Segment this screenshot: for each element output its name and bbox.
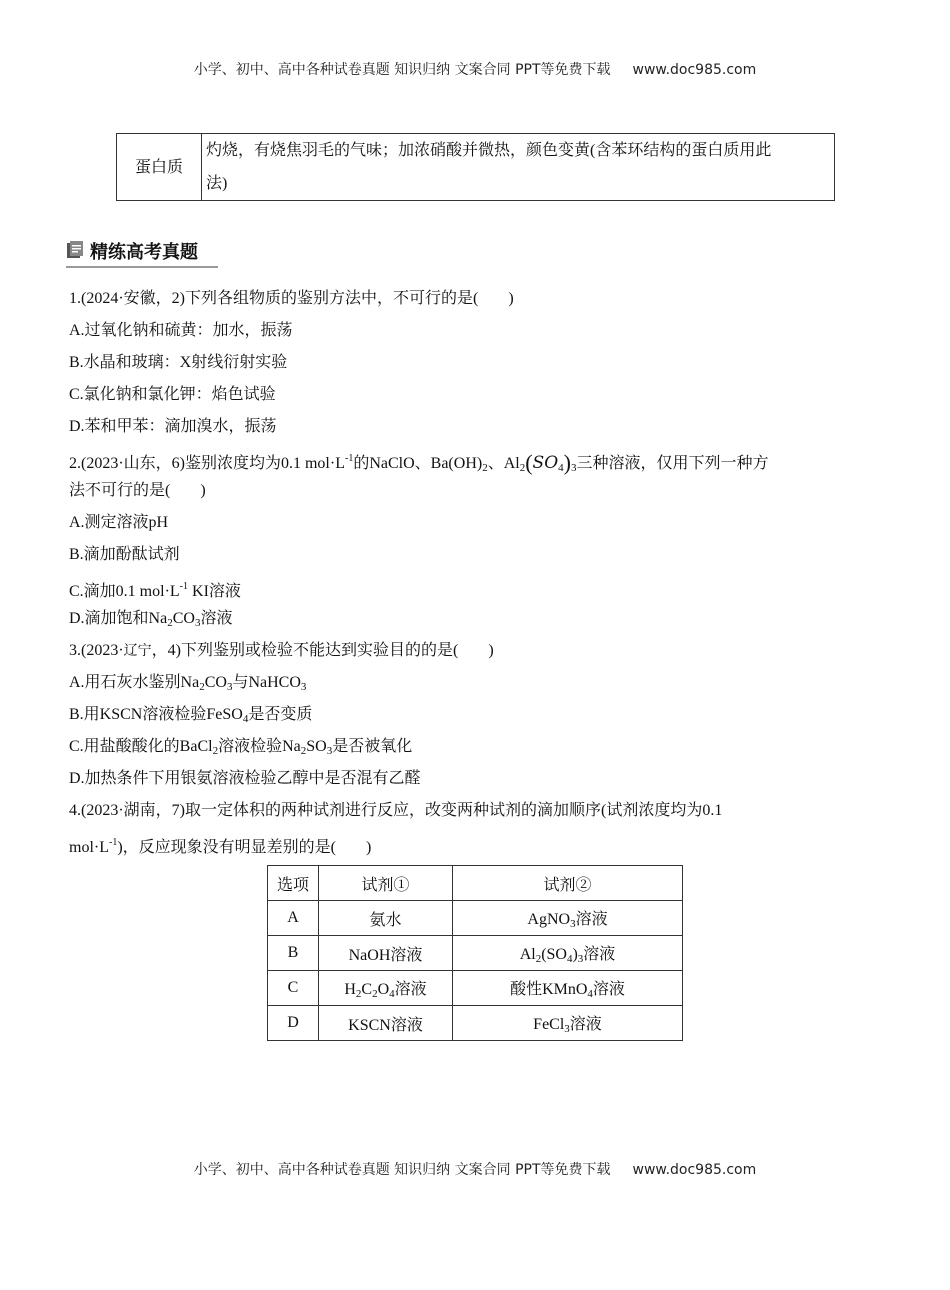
q3-c-sub3: 3 xyxy=(326,745,333,757)
q2-option-a: A.测定溶液pH xyxy=(69,514,169,531)
protein-cell: 蛋白质 xyxy=(117,134,202,201)
q1-close: ) xyxy=(508,290,514,307)
table-row xyxy=(268,1006,683,1041)
q4-stem-cont xyxy=(69,831,869,863)
page-footer xyxy=(0,1159,950,1179)
row-b-reagent1: NaOH溶液 xyxy=(319,936,453,971)
row-b-option: B xyxy=(268,936,319,971)
row-d-reagent2: FeCl$_3$溶液 xyxy=(453,1006,683,1041)
q2-stem xyxy=(69,447,869,479)
q2-close: ) xyxy=(200,482,206,499)
q3-a3: 与NaHCO xyxy=(232,674,301,691)
q3-stem-a: 3.(2023· xyxy=(69,642,124,659)
q3-province: 辽宁 xyxy=(123,643,152,659)
q2-cont-text: 法不可行的是( xyxy=(69,482,171,499)
q3-a-sub3: 3 xyxy=(226,681,233,693)
q2-lparen: ( xyxy=(525,450,533,475)
row-a-option: A xyxy=(268,901,319,936)
q2-sub-2: 2 xyxy=(482,462,488,474)
q2-option-c xyxy=(69,575,869,607)
q3-a-sub3b: 3 xyxy=(300,681,307,693)
q1-option-d: D.苯和甲苯：滴加溴水，振荡 xyxy=(69,418,277,435)
q2-s2: 的NaClO、Ba(OH) xyxy=(353,455,483,472)
q2-c2: KI溶液 xyxy=(188,583,241,600)
header-reagent2: 试剂② xyxy=(453,866,683,901)
q1-option-c: C.氯化钠和氯化钾：焰色试验 xyxy=(69,386,276,403)
header-url[interactable]: www.doc985.com xyxy=(632,62,757,78)
q2-d2: CO xyxy=(172,610,195,627)
protein-method-line1: 灼烧，有烧焦羽毛的气味；加浓硝酸并微热，颜色变黄(含苯环结构的蛋白质用此 xyxy=(206,142,772,159)
header-text: 小学、初中、高中各种试卷真题 知识归纳 文案合同 PPT等免费下载 xyxy=(193,62,611,78)
table-header-row xyxy=(268,866,683,901)
row-d-option: D xyxy=(268,1006,319,1041)
q3-c2: 溶液检验Na xyxy=(218,738,301,755)
q4-s2b: )，反应现象没有明显差别的是( xyxy=(117,839,337,856)
q3-a1: A.用石灰水鉴别Na xyxy=(69,674,200,691)
q3-option-b xyxy=(69,703,869,735)
q2-sub-3: 3 xyxy=(570,462,577,474)
table-row xyxy=(268,901,683,936)
row-b-reagent2: $Al_2(SO_4)_3$溶液 xyxy=(453,936,683,971)
q3-b1: B.用KSCN溶液检验FeSO xyxy=(69,706,243,723)
q2-d3: 溶液 xyxy=(200,610,233,627)
q2-rparen: ) xyxy=(563,450,571,475)
q1-option-a: A.过氧化钠和硫黄：加水，振荡 xyxy=(69,322,293,339)
protein-identification-table xyxy=(116,133,835,201)
table-row xyxy=(268,936,683,971)
questions xyxy=(69,287,869,863)
q4-close: ) xyxy=(366,839,372,856)
footer-url[interactable]: www.doc985.com xyxy=(632,1162,757,1178)
q2-stem-cont xyxy=(69,479,869,511)
q3-option-d: D.加热条件下用银氨溶液检验乙醇中是否混有乙醛 xyxy=(69,770,421,787)
q4-options-table xyxy=(267,865,683,1041)
row-c-reagent2: 酸性KMnO$_4$溶液 xyxy=(453,971,683,1006)
q3-option-a xyxy=(69,671,869,703)
q4-sup: -1 xyxy=(109,837,118,848)
protein-method-cell xyxy=(202,134,835,201)
q2-sup: -1 xyxy=(344,453,354,464)
section-title: 精练高考真题 xyxy=(90,242,198,263)
row-c-option: C xyxy=(268,971,319,1006)
q3-c-sub2b: 2 xyxy=(300,745,307,757)
q3-a2: CO xyxy=(204,674,227,691)
q2-option-d xyxy=(69,607,869,639)
q2-d-sub2: 2 xyxy=(167,617,173,629)
q2-d1: D.滴加饱和Na xyxy=(69,610,168,627)
row-d-reagent1: KSCN溶液 xyxy=(319,1006,453,1041)
table-row xyxy=(268,971,683,1006)
header-option: 选项 xyxy=(268,866,319,901)
q4-s2a: mol·L xyxy=(69,839,109,856)
q3-c-sub2: 2 xyxy=(212,745,219,757)
row-a-reagent1: 氨水 xyxy=(319,901,453,936)
q2-sub-al: 2 xyxy=(519,462,526,474)
q1-option-b: B.水晶和玻璃：X射线衍射实验 xyxy=(69,354,288,371)
q2-so: SO xyxy=(532,453,559,473)
q2-s3: 、Al xyxy=(487,455,520,472)
q3-b2: 是否变质 xyxy=(248,706,313,723)
q1-stem xyxy=(69,287,869,319)
row-c-reagent1: $H_2C_2O_4$溶液 xyxy=(319,971,453,1006)
q3-stem-b: ，4)下列鉴别或检验不能达到实验目的的是( xyxy=(151,642,459,659)
q4-stem: 4.(2023·湖南，7)取一定体积的两种试剂进行反应，改变两种试剂的滴加顺序(试剂浓度均为0.1 xyxy=(69,802,723,819)
q3-option-c xyxy=(69,735,869,767)
protein-method-line2: 法) xyxy=(206,175,228,192)
q3-c1: C.用盐酸酸化的BaCl xyxy=(69,738,213,755)
q2-c-sup: -1 xyxy=(179,581,189,592)
document-icon xyxy=(66,241,84,259)
row-a-reagent2: AgNO$_3$溶液 xyxy=(453,901,683,936)
page-header xyxy=(0,59,950,79)
q2-d-sub3: 3 xyxy=(194,617,201,629)
header-reagent1: 试剂① xyxy=(319,866,453,901)
q3-b-sub4: 4 xyxy=(242,713,249,725)
q3-a-sub2: 2 xyxy=(199,681,205,693)
section-heading xyxy=(66,238,218,268)
q2-option-b: B.滴加酚酞试剂 xyxy=(69,546,180,563)
q1-stem-text: 1.(2024·安徽，2)下列各组物质的鉴别方法中，不可行的是( xyxy=(69,290,479,307)
q2-c1: C.滴加0.1 mol·L xyxy=(69,583,180,600)
q3-stem xyxy=(69,639,869,671)
q2-s4: 三种溶液，仅用下列一种方 xyxy=(576,455,769,472)
q3-c4: 是否被氧化 xyxy=(332,738,413,755)
q3-c3: SO xyxy=(306,738,327,755)
footer-text: 小学、初中、高中各种试卷真题 知识归纳 文案合同 PPT等免费下载 xyxy=(193,1162,611,1178)
q2-sub-4: 4 xyxy=(558,462,564,474)
q2-s1: 2.(2023·山东，6)鉴别浓度均为0.1 mol·L xyxy=(69,455,345,472)
q3-close: ) xyxy=(488,642,494,659)
